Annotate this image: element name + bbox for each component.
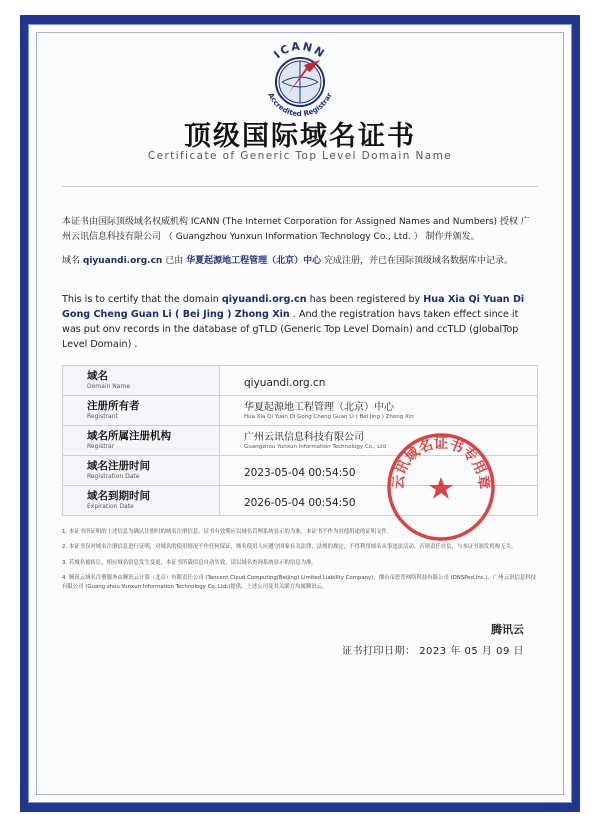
certificate-title: 顶级国际域名证书 [184, 121, 416, 152]
registrant-label: 注册所有者 [87, 400, 140, 412]
registrant-value-cell [220, 396, 538, 426]
note-item: 2. 本证书仅对域名注册信息进行证明，对域名的使用情况不作任何保证，域名使用人应遵守国家有关法律、法规的规定，不得利用域名从事违法活动，否则责任自负，与本证书颁发机构无关。 [62, 544, 517, 551]
text-fragment: has been registered by [306, 294, 424, 305]
holder-highlight: Hua Xia Qi Yuan Di Gong Cheng Guan Li ( Bei Jing ) Zhong Xin [62, 294, 525, 320]
issuer-name: 腾讯云 [491, 623, 524, 636]
registrant-value: 华夏起源地工程管理（北京）中心 [244, 401, 394, 413]
regdate-label-en: Registration Date [87, 473, 140, 480]
text-fragment: . And the registration havs taken effect since it was put onv records in the database of gTLD (Generic Top Level Domain) and ccTLD (globalTop Level Domain) . [62, 309, 519, 350]
table-row [63, 366, 538, 396]
logo-top-text: ICANN [271, 39, 329, 62]
logo-ring-text: Accredited Registrar [266, 91, 334, 119]
regdate-label: 域名注册时间 [87, 460, 150, 472]
registrar-label-en: Registrar [87, 443, 115, 450]
certificate-subtitle: Certificate of Generic Top Level Domain Name [147, 150, 453, 162]
note-item: 4. 腾讯云域名注册服务由腾讯云计算（北京）有限责任公司 (Tencent Cloud Computing(Beijing) Limited Liability Company)、烟台帝思普网络科技有限公司 (DNSPod,Inc.)、广州云讯信息科技有限公司 (Guang zhou Yunxun Information Technology Co.,Ltd.)提供，上述公司及其关联方均属腾讯云。 [62, 575, 537, 590]
domain-label: 域名 [87, 370, 108, 382]
icann-logo [250, 38, 350, 120]
registrar-label: 域名所属注册机构 [87, 430, 171, 442]
expdate-value: 2026-05-04 00:54:50 [244, 497, 356, 509]
registrar-value: 广州云讯信息科技有限公司 [244, 431, 364, 443]
seal-text: 云讯域名证书专用章 [390, 436, 492, 490]
registrar-label-cell [63, 426, 220, 456]
domain-value-cell [220, 366, 538, 396]
expdate-label-cell [63, 486, 220, 516]
official-seal [385, 431, 497, 543]
domain-highlight: qiyuandi.org.cn [82, 256, 163, 266]
expdate-label-en: Expiration Date [87, 503, 134, 510]
holder-highlight: 华夏起源地工程管理（北京）中心 [186, 256, 322, 266]
seal-star-icon [429, 477, 453, 499]
registrant-label-cell [63, 396, 220, 426]
regdate-value: 2023-05-04 00:54:50 [244, 467, 356, 479]
intro-paragraph: 本证书由国际顶级域名权威机构 ICANN (The Internet Corporation for Assigned Names and Numbers) 授权 广州云讯信息科技有限公司 （ Guangzhou Yunxun Information Technology Co., Ltd. ） 制作并颁发。 [62, 217, 530, 242]
domain-highlight: qiyuandi.org.cn [221, 294, 307, 305]
text-fragment: This is to certify that the domain [62, 294, 222, 305]
notes-section [62, 528, 538, 598]
domain-value: qiyuandi.org.cn [244, 377, 326, 389]
domain-label-en: Domain Name [87, 383, 130, 390]
text-fragment: 已由 [162, 256, 187, 266]
note-item: 3. 若域名被转让，相应域名信息发生变更，本证书所载信息自动失效，请以域名查询系统显示的信息为准。 [62, 559, 317, 566]
table-row [63, 396, 538, 426]
registrar-value-en: Guangzhou Yunxun Information Technology Co., Ltd [244, 443, 386, 450]
regdate-label-cell [63, 456, 220, 486]
domain-registration-en [62, 292, 538, 352]
note-item: 1. 本证书所证明的上述信息为确认注册时的域名注册信息，证书有效期应以域名管理系统显示的为准，本证书不作为其他用途的证明文件。 [62, 529, 393, 535]
registrant-label-en: Registrant [87, 413, 118, 420]
registrant-value-en: Hua Xia Qi Yuan Di Gong Cheng Guan Li ( Bei Jing ) Zhong Xin [244, 413, 414, 420]
domain-label-cell [63, 366, 220, 396]
domain-registration-cn [62, 254, 538, 269]
text-fragment: 完成注册，并已在国际顶级域名数据库中记录。 [321, 256, 513, 266]
expdate-label: 域名到期时间 [87, 490, 150, 502]
divider [62, 186, 538, 187]
text-fragment: 域名 [62, 256, 83, 266]
print-date: 证书打印日期： 2023 年 05 月 09 日 [342, 646, 524, 657]
